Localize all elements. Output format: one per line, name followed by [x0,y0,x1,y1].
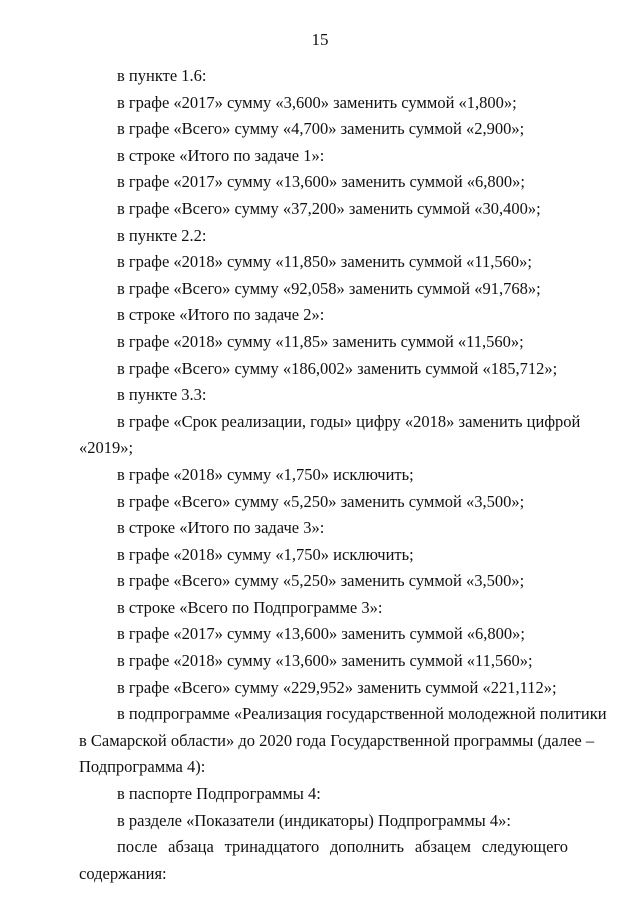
text-line: в графе «2018» сумму «1,750» исключить; [117,544,414,564]
text-line: в графе «Всего» сумму «229,952» заменить суммой «221,112»; [117,677,557,697]
text-line: в строке «Итого по задаче 2»: [117,305,325,325]
text-line: в графе «Всего» сумму «186,002» заменить суммой «185,712»; [117,358,558,378]
text-line: в графе «2018» сумму «11,850» заменить суммой «11,560»; [117,252,533,272]
text-line: в графе «2018» сумму «11,85» заменить суммой «11,560»; [117,331,524,351]
text-line: в графе «Всего» сумму «5,250» заменить суммой «3,500»; [117,571,525,591]
text-line: в строке «Итого по задаче 3»: [117,518,325,538]
text-line: в графе «2017» сумму «13,600» заменить суммой «6,800»; [117,624,525,644]
text-line: в Самарской области» до 2020 года Государственной программы (далее – [79,730,595,750]
text-line: в графе «2018» сумму «13,600» заменить суммой «11,560»; [117,651,533,671]
text-line: в паспорте Подпрограммы 4: [117,784,321,804]
text-line: в графе «Всего» сумму «92,058» заменить суммой «91,768»; [117,278,541,298]
text-line: в графе «Всего» сумму «5,250» заменить суммой «3,500»; [117,491,525,511]
text-line: в графе «Всего» сумму «37,200» заменить суммой «30,400»; [117,198,541,218]
text-line: в графе «Всего» сумму «4,700» заменить суммой «2,900»; [117,119,525,139]
text-line: содержания: [79,863,167,883]
text-line: после абзаца тринадцатого дополнить абзацем следующего [117,837,568,857]
text-line: в графе «Срок реализации, годы» цифру «2018» заменить цифрой [117,411,581,431]
text-line: в пункте 2.2: [117,225,207,245]
text-line: в графе «2017» сумму «3,600» заменить суммой «1,800»; [117,92,517,112]
text-line: в пункте 3.3: [117,385,207,405]
text-line: Подпрограмма 4): [79,757,206,777]
text-line: в разделе «Показатели (индикаторы) Подпрограммы 4»: [117,810,511,830]
text-line: «2019»; [79,438,134,458]
text-line: в пункте 1.6: [117,66,207,85]
text-line: в строке «Всего по Подпрограмме 3»: [117,597,383,617]
text-line: в графе «2018» сумму «1,750» исключить; [117,464,414,484]
text-line: в графе «2017» сумму «13,600» заменить суммой «6,800»; [117,172,525,192]
text-line: в строке «Итого по задаче 1»: [117,145,325,165]
page-number: 15 [311,30,329,49]
text-line: в подпрограмме «Реализация государственной молодежной политики [117,704,607,724]
document-body [79,63,607,887]
